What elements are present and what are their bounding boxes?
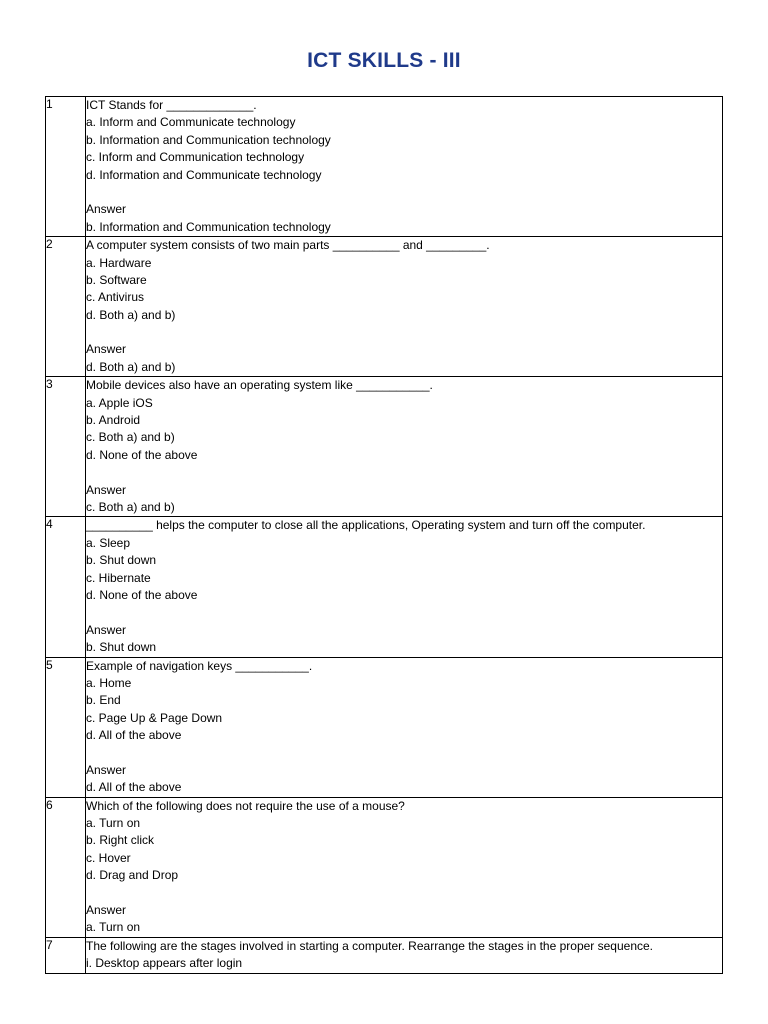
option-text: a. Home <box>86 675 132 690</box>
spacer <box>86 885 722 902</box>
option-text: i. Desktop appears after login <box>86 956 243 971</box>
option-text: d. Drag and Drop <box>86 868 179 883</box>
question-row <box>46 937 723 973</box>
answer-text: b. Shut down <box>86 640 157 655</box>
answer-text: c. Both a) and b) <box>86 499 175 514</box>
question-text: A computer system consists of two main parts __________ and _________. <box>86 238 490 253</box>
answer-label: Answer <box>86 202 127 217</box>
option-text: c. Antivirus <box>86 290 145 305</box>
question-text: Example of navigation keys ___________. <box>86 658 313 673</box>
question-number: 5 <box>46 657 86 797</box>
option-text: a. Turn on <box>86 816 141 831</box>
question-row <box>46 97 723 237</box>
question-body <box>86 517 723 657</box>
option-text: a. Hardware <box>86 255 152 270</box>
option-text: d. None of the above <box>86 587 198 602</box>
option-text: c. Inform and Communication technology <box>86 150 305 165</box>
spacer <box>86 324 722 341</box>
option-text: d. None of the above <box>86 447 198 462</box>
option-text: b. End <box>86 693 121 708</box>
answer-label: Answer <box>86 762 127 777</box>
question-table <box>45 96 723 974</box>
question-body <box>86 237 723 377</box>
answer-label: Answer <box>86 902 127 917</box>
answer-text: a. Turn on <box>86 920 141 935</box>
answer-text: d. All of the above <box>86 780 182 795</box>
question-row <box>46 797 723 937</box>
answer-text: b. Information and Communication technology <box>86 219 331 234</box>
question-row <box>46 237 723 377</box>
question-body <box>86 97 723 237</box>
question-number: 2 <box>46 237 86 377</box>
option-text: b. Android <box>86 413 141 428</box>
spacer <box>86 744 722 761</box>
page-title: ICT SKILLS - III <box>307 49 461 72</box>
option-text: a. Sleep <box>86 535 131 550</box>
spacer <box>86 464 722 481</box>
option-text: c. Both a) and b) <box>86 430 175 445</box>
question-number: 4 <box>46 517 86 657</box>
answer-label: Answer <box>86 482 127 497</box>
question-body <box>86 937 723 973</box>
answer-label: Answer <box>86 342 127 357</box>
question-number: 7 <box>46 937 86 973</box>
question-body <box>86 377 723 517</box>
question-row <box>46 657 723 797</box>
option-text: d. Information and Communicate technology <box>86 167 322 182</box>
option-text: a. Inform and Communicate technology <box>86 115 296 130</box>
question-text: ICT Stands for _____________. <box>86 98 257 112</box>
question-number: 3 <box>46 377 86 517</box>
question-text: Which of the following does not require the use of a mouse? <box>86 798 405 813</box>
question-body <box>86 657 723 797</box>
spacer <box>86 184 722 201</box>
answer-label: Answer <box>86 622 127 637</box>
option-text: b. Right click <box>86 833 155 848</box>
option-text: c. Hover <box>86 850 131 865</box>
question-row <box>46 377 723 517</box>
option-text: c. Hibernate <box>86 570 151 585</box>
question-text: __________ helps the computer to close all the applications, Operating system and turn off the computer. <box>86 518 646 533</box>
option-text: b. Software <box>86 272 147 287</box>
option-text: b. Information and Communication technology <box>86 132 331 147</box>
option-text: c. Page Up & Page Down <box>86 710 223 725</box>
question-text: The following are the stages involved in starting a computer. Rearrange the stages in the proper sequence. <box>86 938 654 953</box>
option-text: a. Apple iOS <box>86 395 153 410</box>
question-row <box>46 517 723 657</box>
option-text: b. Shut down <box>86 553 157 568</box>
answer-text: d. Both a) and b) <box>86 359 176 374</box>
question-number: 1 <box>46 97 86 237</box>
option-text: d. Both a) and b) <box>86 307 176 322</box>
question-text: Mobile devices also have an operating system like ___________. <box>86 378 433 393</box>
question-number: 6 <box>46 797 86 937</box>
question-body <box>86 797 723 937</box>
spacer <box>86 604 722 621</box>
option-text: d. All of the above <box>86 728 182 743</box>
